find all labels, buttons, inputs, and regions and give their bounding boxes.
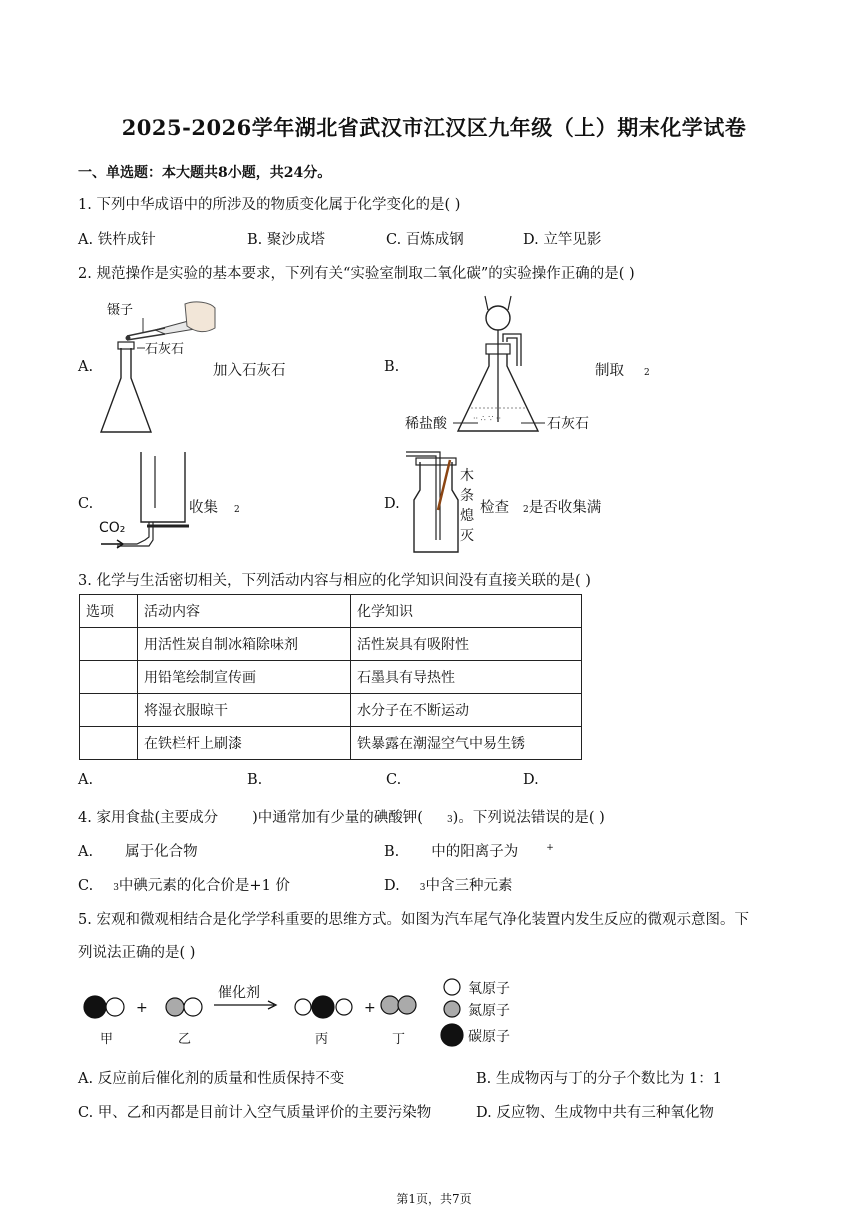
table-cell: 石墨具有导热性 <box>351 661 582 694</box>
table-cell <box>80 727 138 760</box>
q2-option-b-desc: 制取 2 <box>595 363 650 379</box>
q1-option-d: D. 立竿见影 <box>523 232 602 248</box>
table-cell: 活性炭具有吸附性 <box>351 628 582 661</box>
q2-option-c-letter: C. <box>78 496 94 512</box>
plus-sign: + <box>136 1000 148 1016</box>
plus-sign: + <box>364 1000 376 1016</box>
catalyst-label: 催化剂 <box>218 985 260 1001</box>
q2-a-diagram <box>95 296 225 438</box>
q3-option-b: B. <box>247 772 263 788</box>
q4-option-b: B. 中的阳离子为 + <box>384 843 554 860</box>
page-footer: 第1页，共7页 <box>396 1192 472 1206</box>
q4-stem: 4. 家用食盐(主要成分 )中通常加有少量的碘酸钾( 3)。下列说法错误的是( ) <box>78 810 605 826</box>
q2-a-label-stone: 石灰石 <box>145 342 185 357</box>
legend-carbon: 碳原子 <box>468 1029 510 1045</box>
table-cell <box>80 694 138 727</box>
molecule-label-bing: 丙 <box>315 1032 329 1047</box>
q1-option-b: B. 聚沙成塔 <box>247 232 325 248</box>
molecule-label-yi: 乙 <box>178 1032 192 1047</box>
q2-stem: 2. 规范操作是实验的基本要求，下列有关“实验室制取二氧化碳”的实验操作正确的是( ) <box>78 266 635 282</box>
q4-option-a: A. 属于化合物 <box>78 844 198 860</box>
q2-b-label-acid: 稀盐酸 <box>405 416 447 432</box>
q5-stem-line1: 5. 宏观和微观相结合是化学学科重要的思维方式。如图为汽车尾气净化装置内发生反应的微观示意图。下 <box>78 912 749 928</box>
q3-option-d: D. <box>523 772 539 788</box>
q2-d-label-1: 木 <box>460 468 474 484</box>
q2-d-label-3: 熄 <box>460 508 474 524</box>
table-row <box>80 628 582 661</box>
q4-option-c: C. 3中碘元素的化合价是+1 价 <box>78 878 290 894</box>
q3-table <box>79 594 582 760</box>
q4-option-d: D. 3中含三种元素 <box>384 878 513 894</box>
table-header-row <box>80 595 582 628</box>
q2-option-a-letter: A. <box>78 359 94 375</box>
table-cell: 铁暴露在潮湿空气中易生锈 <box>351 727 582 760</box>
q2-d-label-2: 条 <box>460 488 474 504</box>
table-cell <box>80 661 138 694</box>
q1-option-c: C. 百炼成钢 <box>386 232 464 248</box>
q2-c-label-co2: CO₂ <box>99 520 126 536</box>
legend-nitrogen: 氮原子 <box>468 1003 510 1019</box>
q2-a-label-tweezers: 镊子 <box>107 303 134 318</box>
table-cell: 用活性炭自制冰箱除味剂 <box>138 628 351 661</box>
q2-d-diagram <box>402 450 482 554</box>
table-cell <box>80 628 138 661</box>
q2-d-label-4: 灭 <box>460 528 474 544</box>
section-heading: 一、单选题：本大题共8小题，共24分。 <box>78 165 332 181</box>
table-header-cell: 选项 <box>80 595 138 628</box>
q3-option-a: A. <box>78 772 94 788</box>
table-row <box>80 694 582 727</box>
q2-option-d-letter: D. <box>384 496 400 512</box>
q1-stem: 1. 下列中华成语中的所涉及的物质变化属于化学变化的是( ) <box>78 197 461 213</box>
table-header-cell: 化学知识 <box>351 595 582 628</box>
q2-b-diagram <box>403 296 603 438</box>
table-cell: 将湿衣服晾干 <box>138 694 351 727</box>
table-cell: 水分子在不断运动 <box>351 694 582 727</box>
legend-oxygen: 氧原子 <box>468 981 510 997</box>
q5-stem-line2: 列说法正确的是( ) <box>78 945 196 961</box>
page-title: 2025-2026学年湖北省武汉市江汉区九年级（上）期末化学试卷 <box>121 115 747 140</box>
table-header-cell: 活动内容 <box>138 595 351 628</box>
svg-text:·· ∴ ∵ ··: ·· ∴ ∵ ·· <box>473 414 501 423</box>
q3-stem: 3. 化学与生活密切相关，下列活动内容与相应的化学知识间没有直接关联的是( ) <box>78 573 591 589</box>
q2-option-a-desc: 加入石灰石 <box>213 363 286 379</box>
q2-option-b-letter: B. <box>384 359 400 375</box>
molecule-label-ding: 丁 <box>392 1032 406 1047</box>
molecule-label-jia: 甲 <box>100 1032 114 1047</box>
q2-option-c-desc: 收集 2 <box>189 500 240 516</box>
q2-b-label-stone: 石灰石 <box>547 416 589 432</box>
table-cell: 用铅笔绘制宣传画 <box>138 661 351 694</box>
q5-option-b: B. 生成物丙与丁的分子个数比为 1：1 <box>476 1071 722 1087</box>
q5-option-d: D. 反应物、生成物中共有三种氧化物 <box>476 1105 714 1121</box>
q5-reaction-diagram <box>78 975 538 1055</box>
q1-option-a: A. 铁杵成针 <box>78 232 156 248</box>
q3-option-c: C. <box>386 772 402 788</box>
table-cell: 在铁栏杆上刷漆 <box>138 727 351 760</box>
q2-c-diagram <box>97 452 197 552</box>
q2-option-d-desc: 检查 2是否收集满 <box>480 500 602 516</box>
q5-option-c: C. 甲、乙和丙都是目前计入空气质量评价的主要污染物 <box>78 1105 432 1121</box>
table-row <box>80 727 582 760</box>
q5-option-a: A. 反应前后催化剂的质量和性质保持不变 <box>78 1071 345 1087</box>
table-row <box>80 661 582 694</box>
